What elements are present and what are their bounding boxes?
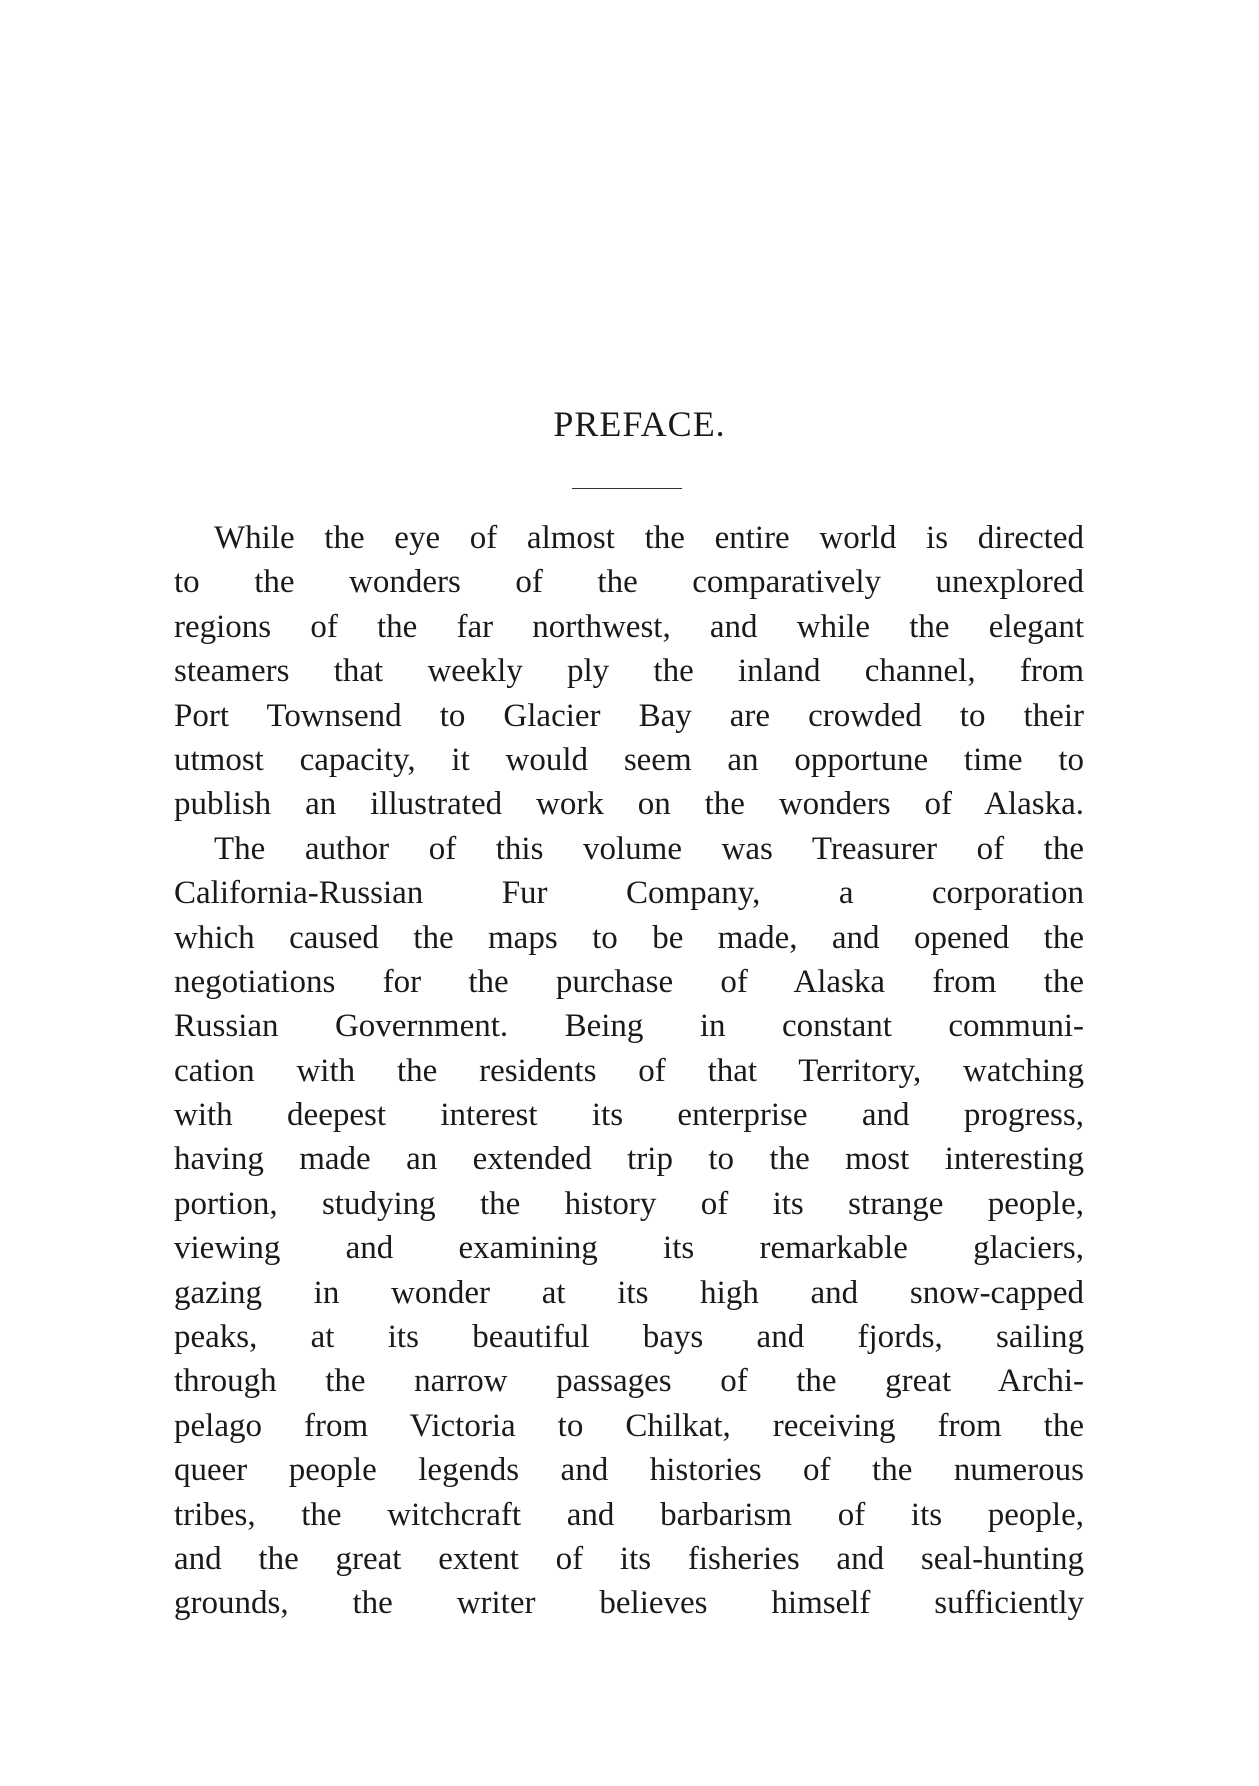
text-line: portion, studying the history of its strange people, — [174, 1185, 1084, 1222]
text-line: through the narrow passages of the great Archi- — [174, 1363, 1084, 1400]
text-line: grounds, the writer believes himself sufficiently — [174, 1585, 1084, 1622]
text-line: viewing and examining its remarkable glaciers, — [174, 1230, 1084, 1267]
text-line: Russian Government. Being in constant communi- — [174, 1008, 1084, 1045]
text-line: utmost capacity, it would seem an opportune time to — [174, 741, 1084, 778]
page-title: PREFACE. — [553, 404, 726, 444]
text-line: queer people legends and histories of the numerous — [174, 1452, 1084, 1489]
text-line: While the eye of almost the entire world is directed — [214, 520, 1084, 556]
text-line: with deepest interest its enterprise and progress, — [174, 1097, 1084, 1134]
text-line: having made an extended trip to the most interesting — [174, 1141, 1084, 1178]
text-line: peaks, at its beautiful bays and fjords, sailing — [174, 1319, 1084, 1356]
text-line: to the wonders of the comparatively unexplored — [174, 564, 1084, 601]
text-line: pelago from Victoria to Chilkat, receiving from the — [174, 1407, 1084, 1444]
text-line: tribes, the witchcraft and barbarism of its people, — [174, 1496, 1084, 1533]
text-line: and the great extent of its fisheries and seal-hunting — [174, 1540, 1084, 1577]
text-line: steamers that weekly ply the inland channel, from — [174, 653, 1084, 690]
text-line: publish an illustrated work on the wonders of Alaska. — [174, 786, 1084, 823]
text-line: California-Russian Fur Company, a corporation — [174, 875, 1084, 912]
text-line: regions of the far northwest, and while the elegant — [174, 608, 1084, 645]
text-line: Port Townsend to Glacier Bay are crowded to their — [174, 697, 1084, 734]
text-line: negotiations for the purchase of Alaska from the — [174, 963, 1084, 1000]
text-line: gazing in wonder at its high and snow-capped — [174, 1274, 1084, 1311]
text-line: The author of this volume was Treasurer of the — [214, 830, 1084, 867]
title-divider — [572, 488, 682, 489]
preface-body — [174, 516, 1084, 1626]
text-line: cation with the residents of that Territory, watching — [174, 1052, 1084, 1089]
text-line: which caused the maps to be made, and opened the — [174, 919, 1084, 956]
